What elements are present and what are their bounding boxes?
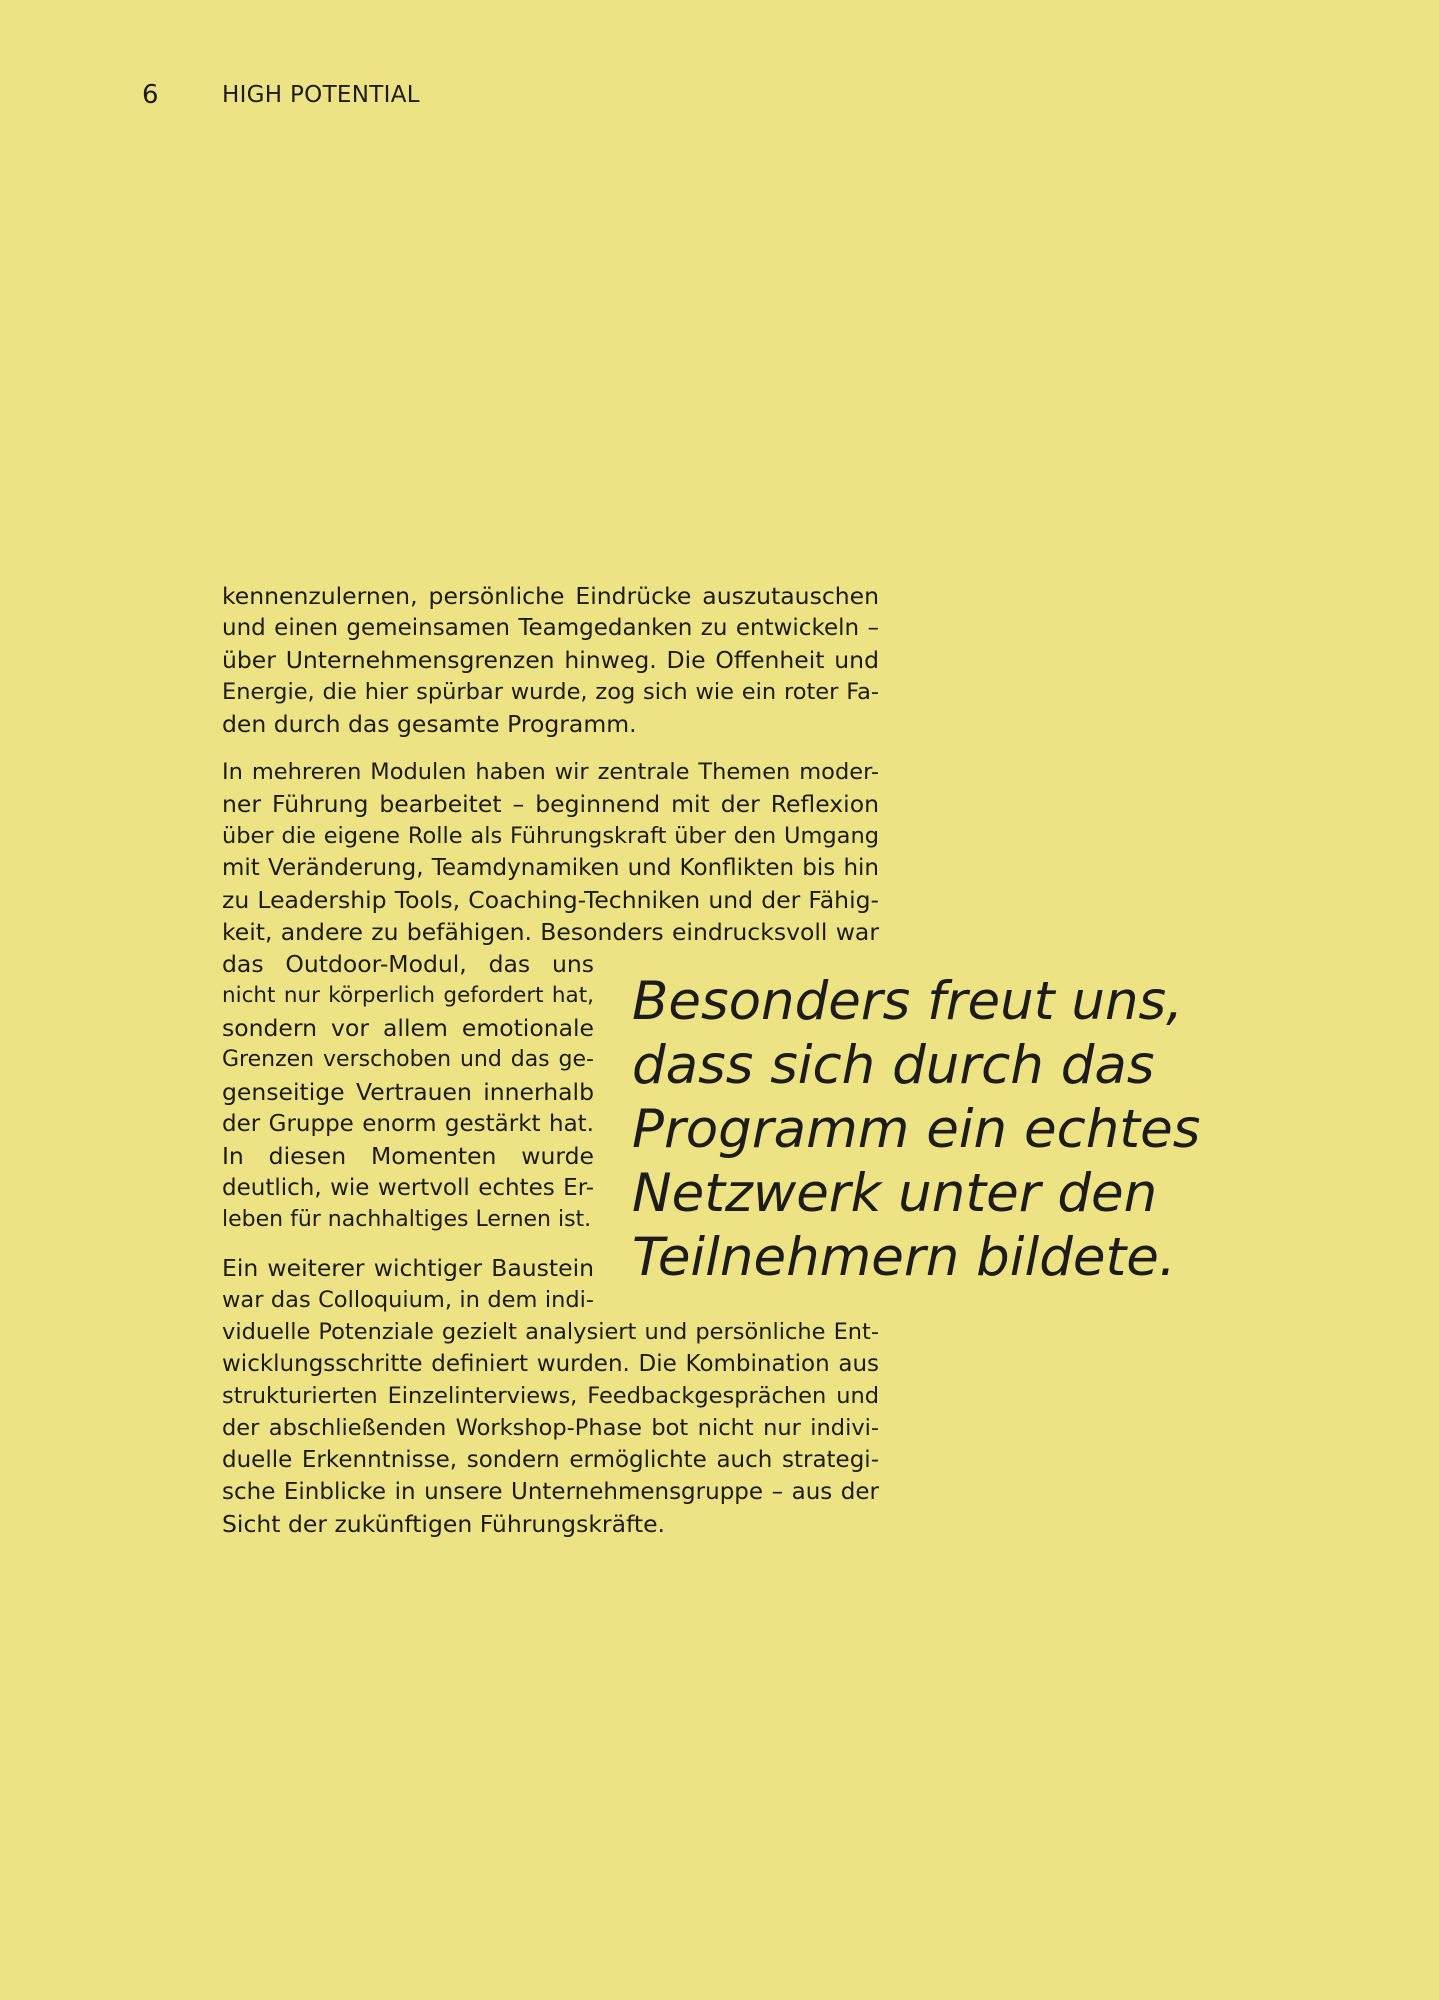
body-line: sondern vor allem emotionale bbox=[222, 1014, 594, 1042]
page-number: 6 bbox=[142, 80, 159, 110]
body-line: duelle Erkenntnisse, sondern ermöglichte auch strategi- bbox=[222, 1447, 879, 1473]
body-line: nicht nur körperlich gefordert hat, bbox=[222, 983, 594, 1008]
body-line: Grenzen verschoben und das ge- bbox=[222, 1047, 594, 1072]
pull-quote-line: dass sich durch das bbox=[632, 1035, 1155, 1096]
body-line: das Outdoor-Modul, das uns bbox=[222, 950, 594, 978]
body-line: Sicht der zukünftigen Führungskräfte. bbox=[222, 1510, 666, 1538]
body-line: deutlich, wie wertvoll echtes Er- bbox=[222, 1175, 594, 1201]
body-line: strukturierten Einzelinterviews, Feedbackgesprächen und bbox=[222, 1383, 879, 1409]
pull-quote-line: Programm ein echtes bbox=[632, 1099, 1201, 1160]
body-line: Energie, die hier spürbar wurde, zog sich wie ein roter Fa- bbox=[222, 679, 879, 705]
body-line: und einen gemeinsamen Teamgedanken zu entwickeln – bbox=[222, 615, 879, 641]
body-line: keit, andere zu befähigen. Besonders eindrucksvoll war bbox=[222, 918, 879, 946]
body-line: Ein weiterer wichtiger Baustein bbox=[222, 1254, 594, 1282]
body-line: kennenzulernen, persönliche Eindrücke auszutauschen bbox=[222, 582, 879, 610]
body-line: mit Veränderung, Teamdynamiken und Konflikten bis hin bbox=[222, 855, 879, 881]
body-line: war das Colloquium, in dem indi- bbox=[222, 1287, 594, 1313]
body-line: der Gruppe enorm gestärkt hat. bbox=[222, 1111, 594, 1137]
body-line: In mehreren Modulen haben wir zentrale Themen moder- bbox=[222, 759, 879, 785]
body-line: wicklungsschritte definiert wurden. Die Kombination aus bbox=[222, 1351, 879, 1377]
body-line: ner Führung bearbeitet – beginnend mit der Reflexion bbox=[222, 790, 879, 818]
body-line: genseitige Vertrauen innerhalb bbox=[222, 1078, 594, 1106]
body-line: viduelle Potenziale gezielt analysiert und persönliche Ent- bbox=[222, 1319, 879, 1345]
body-line: zu Leadership Tools, Coaching-Techniken und der Fähig- bbox=[222, 886, 879, 914]
body-line: leben für nachhaltiges Lernen ist. bbox=[222, 1207, 592, 1232]
pull-quote-line: Netzwerk unter den bbox=[632, 1163, 1158, 1224]
pull-quote-line: Teilnehmern bildete. bbox=[632, 1227, 1176, 1288]
body-line: sche Einblicke in unsere Unternehmensgruppe – aus der bbox=[222, 1479, 879, 1505]
running-head: HIGH POTENTIAL bbox=[222, 82, 420, 108]
body-line: In diesen Momenten wurde bbox=[222, 1142, 594, 1170]
body-line: den durch das gesamte Programm. bbox=[222, 710, 637, 738]
pull-quote-line: Besonders freut uns, bbox=[632, 971, 1184, 1032]
body-line: der abschließenden Workshop-Phase bot nicht nur indivi- bbox=[222, 1415, 879, 1441]
body-line: über die eigene Rolle als Führungskraft über den Umgang bbox=[222, 823, 879, 849]
body-line: über Unternehmensgrenzen hinweg. Die Offenheit und bbox=[222, 646, 879, 674]
